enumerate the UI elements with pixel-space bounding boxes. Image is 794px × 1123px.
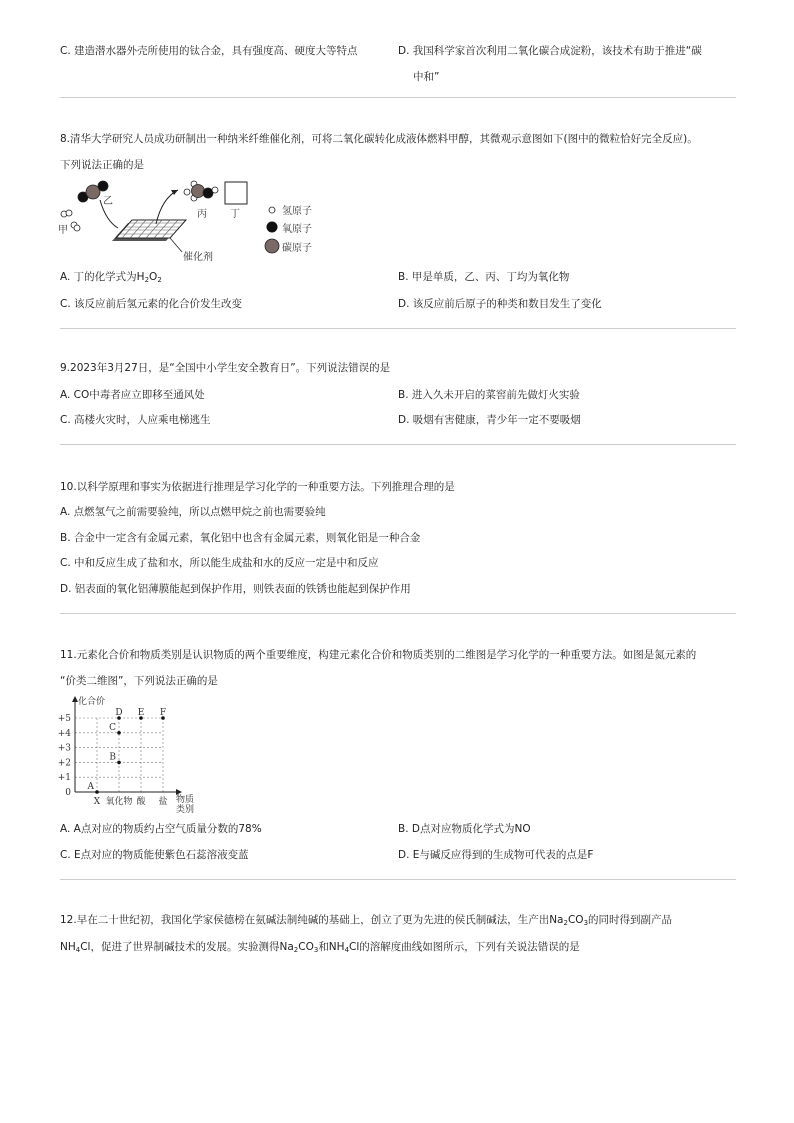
q11-stem-line2: “价类二维图”，下列说法正确的是 [60, 675, 218, 687]
q7-option-d-line2: 中和” [413, 71, 440, 83]
point-label-F: F [159, 708, 167, 718]
q12-line2-e: Cl的溶解度曲线如图所示，下列有关说法错误的是 [349, 941, 580, 953]
point-label-D: D [115, 708, 123, 718]
label-yi: 乙 [103, 196, 113, 207]
q12-line2-sub1: 4 [75, 946, 81, 954]
q11-valence-class-chart [58, 692, 208, 816]
legend-carbon: 碳原子 [282, 243, 312, 254]
catalyst-plate [112, 220, 186, 241]
q11-option-a: A. A点对应的物质约占空气质量分数的78% [60, 823, 262, 835]
q9-option-d: D. 吸烟有害健康，青少年一定不要吸烟 [398, 414, 581, 426]
q8-option-a-text: A. 丁的化学式为H [60, 271, 145, 283]
q10-option-c: C. 中和反应生成了盐和水，所以能生成盐和水的反应一定是中和反应 [60, 557, 379, 569]
q12-line2-b: Cl，促进了世界制碱技术的发展。实验测得Na [80, 941, 294, 953]
q12-line2-sub4: 4 [344, 946, 350, 954]
q8-option-d: D. 该反应前后原子的种类和数目发生了变化 [398, 298, 602, 310]
q9-option-a: A. CO中毒者应立即移至通风处 [60, 389, 205, 401]
legend-oxygen-icon [267, 222, 278, 233]
q8-stem-line1: 8.清华大学研究人员成功研制出一种纳米纤维催化剂，可将二氧化碳转化成液体燃料甲醇，其微观示意图如下(图中的微粒恰好完全反应)。 [60, 133, 698, 145]
x-tick-label: 酸 [136, 797, 146, 807]
q8-option-a-sub2: 2 [157, 276, 162, 284]
x-tick-label: 氧化物 [105, 797, 133, 807]
y-tick-label: +2 [58, 758, 71, 769]
divider [60, 879, 736, 880]
divider [60, 444, 736, 445]
q7-option-d-line1: D. 我国科学家首次利用二氧化碳合成淀粉，该技术有助于推进“碳 [398, 45, 702, 57]
q8-option-c: C. 该反应前后氢元素的化合价发生改变 [60, 298, 243, 310]
point-A [95, 790, 99, 794]
label-jia: 甲 [58, 225, 68, 236]
q11-stem-line1: 11.元素化合价和物质类别是认识物质的两个重要维度，构建元素化合价和物质类别的二维图是学习化学的一种重要方法。如图是氮元素的 [60, 649, 697, 661]
q10-option-d: D. 铝表面的氧化铝薄膜能起到保护作用，则铁表面的铁锈也能起到保护作用 [60, 583, 411, 595]
x-axis-label-line2: 类别 [176, 805, 195, 815]
divider [60, 97, 736, 98]
q8-option-a [60, 270, 162, 284]
q8-option-a-sub1: 2 [144, 276, 150, 284]
q12-line1-a: 12.早在二十世纪初，我国化学家侯德榜在氨碱法制纯碱的基础上，创立了更为先进的侯氏制碱法，生产出Na [60, 914, 564, 926]
point-label-B: B [109, 752, 116, 763]
q8-option-b: B. 甲是单质，乙、丙、丁均为氧化物 [398, 271, 570, 283]
label-ding: 丁 [230, 209, 240, 220]
q12-line2-c: CO [298, 941, 314, 953]
y-tick-label: 0 [65, 788, 71, 798]
q12-line1-b: CO [567, 914, 584, 926]
legend-hydrogen-icon [269, 207, 275, 213]
q12-line1-sub1: 2 [563, 919, 568, 927]
q12-line2-d: 和NH [318, 941, 345, 953]
q9-stem: 9.2023年3月27日，是“全国中小学生安全教育日”。下列说法错误的是 [60, 362, 391, 374]
divider [60, 613, 736, 614]
divider [60, 328, 736, 329]
x-tick-label: X [93, 797, 101, 807]
y-tick-label: +5 [58, 714, 71, 724]
q12-line2-sub3: 3 [313, 946, 319, 954]
q12-stem-line1 [60, 913, 672, 927]
q11-option-b: B. D点对应物质化学式为NO [398, 823, 531, 835]
q10-option-b: B. 合金中一定含有金属元素，氧化铝中也含有金属元素，则氧化铝是一种合金 [60, 532, 421, 544]
q8-reaction-diagram [58, 176, 338, 266]
x-tick-label: 盐 [158, 797, 168, 807]
y-tick-label: +3 [58, 743, 71, 754]
y-tick-label: +1 [58, 773, 71, 784]
q11-option-c: C. E点对应的物质能使紫色石蕊溶液变蓝 [60, 849, 249, 861]
y-axis-label: 化合价 [78, 697, 106, 707]
q12-line1-sub2: 3 [583, 919, 589, 927]
q8-stem-line2: 下列说法正确的是 [60, 159, 144, 171]
q7-option-c: C. 建造潜水器外壳所使用的钛合金，具有强度高、硬度大等特点 [60, 45, 358, 57]
molecule-ding-box [225, 182, 247, 204]
q11-option-d: D. E与碱反应得到的生成物可代表的点是F [398, 849, 594, 861]
label-bing: 丙 [197, 209, 207, 220]
q9-option-b: B. 进入久未开启的菜窖前先做灯火实验 [398, 389, 580, 401]
point-C [117, 731, 121, 735]
q10-stem: 10.以科学原理和事实为依据进行推理是学习化学的一种重要方法。下列推理合理的是 [60, 481, 455, 493]
q10-option-a: A. 点燃氢气之前需要验纯，所以点燃甲烷之前也需要验纯 [60, 506, 326, 518]
legend-carbon-icon [265, 239, 279, 253]
label-catalyst: 催化剂 [183, 252, 213, 263]
reaction-arrow-out [156, 190, 178, 224]
legend-hydrogen: 氢原子 [282, 206, 312, 217]
q9-option-c: C. 高楼火灾时，人应乘电梯逃生 [60, 414, 211, 426]
q12-line1-c: 的同时得到副产品 [588, 914, 673, 926]
point-B [117, 761, 121, 765]
x-axis-label-line1: 物质 [176, 795, 195, 805]
molecule-bing [184, 181, 218, 201]
point-label-E: E [137, 708, 145, 718]
point-label-C: C [109, 722, 116, 733]
y-tick-label: +4 [58, 728, 71, 739]
point-label-A: A [87, 782, 94, 792]
q12-stem-line2 [60, 940, 580, 954]
q12-line2-sub2: 2 [293, 946, 299, 954]
legend-oxygen: 氧原子 [282, 224, 312, 235]
q8-option-a-mid: O [149, 271, 158, 283]
q12-line2-a: NH [60, 941, 76, 953]
